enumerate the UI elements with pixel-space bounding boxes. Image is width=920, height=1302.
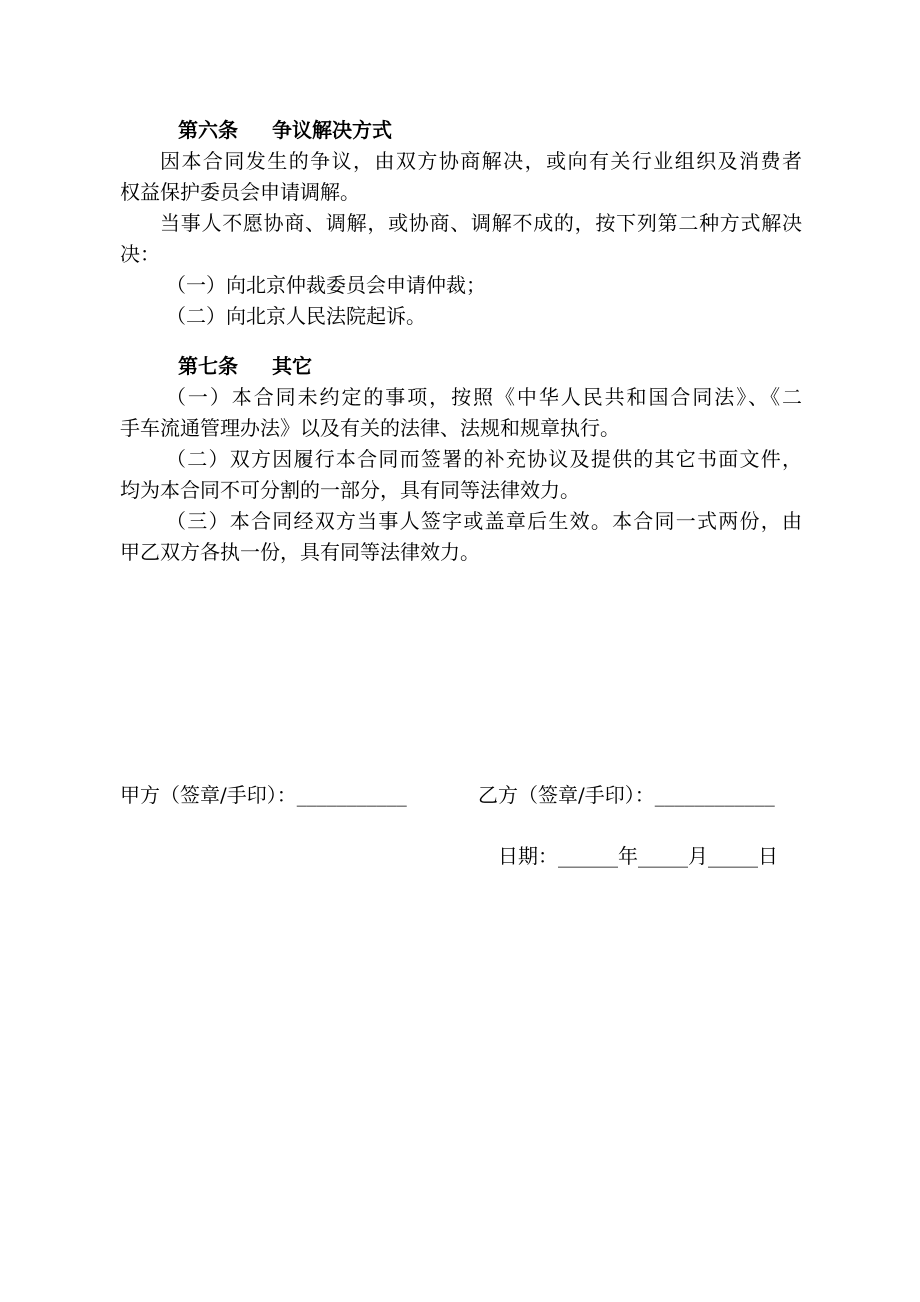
party-a-signature: 甲方（签章/手印）：___________ — [120, 783, 407, 807]
article6-para1-line2: 权益保护委员会申请调解。 — [120, 180, 360, 204]
article7-item1-line2: 手车流通管理办法》以及有关的法律、法规和规章执行。 — [120, 416, 620, 440]
article6-para2-line2: 决： — [120, 242, 160, 266]
article7-item2-line2: 均为本合同不可分割的一部分，具有同等法律效力。 — [120, 478, 580, 502]
article6-option1: （一）向北京仲裁委员会申请仲裁； — [166, 273, 486, 297]
article6-para2-line1: 当事人不愿协商、调解，或协商、调解不成的，按下列第二种方式解决 — [160, 211, 802, 235]
article7-item2-line1: （二）双方因履行本合同而签署的补充协议及提供的其它书面文件， — [166, 447, 802, 471]
article7-title: 其它 — [272, 354, 312, 378]
signature-date: 日期：______年_____月_____日 — [498, 844, 778, 868]
article7-item3-line2: 甲乙双方各执一份，具有同等法律效力。 — [120, 540, 480, 564]
article7-heading — [178, 352, 312, 380]
article6-para1-line1: 因本合同发生的争议，由双方协商解决，或向有关行业组织及消费者 — [160, 149, 802, 173]
party-b-signature: 乙方（签章/手印）：____________ — [478, 783, 775, 807]
article7-number: 第七条 — [178, 354, 238, 378]
article6-option2: （二）向北京人民法院起诉。 — [166, 304, 426, 328]
article7-item1-line1: （一）本合同未约定的事项，按照《中华人民共和国合同法》、《二 — [166, 385, 802, 409]
article6-number: 第六条 — [178, 118, 238, 142]
article6-title: 争议解决方式 — [272, 118, 392, 142]
article7-item3-line1: （三）本合同经双方当事人签字或盖章后生效。本合同一式两份，由 — [166, 509, 802, 533]
article6-heading — [178, 116, 392, 144]
